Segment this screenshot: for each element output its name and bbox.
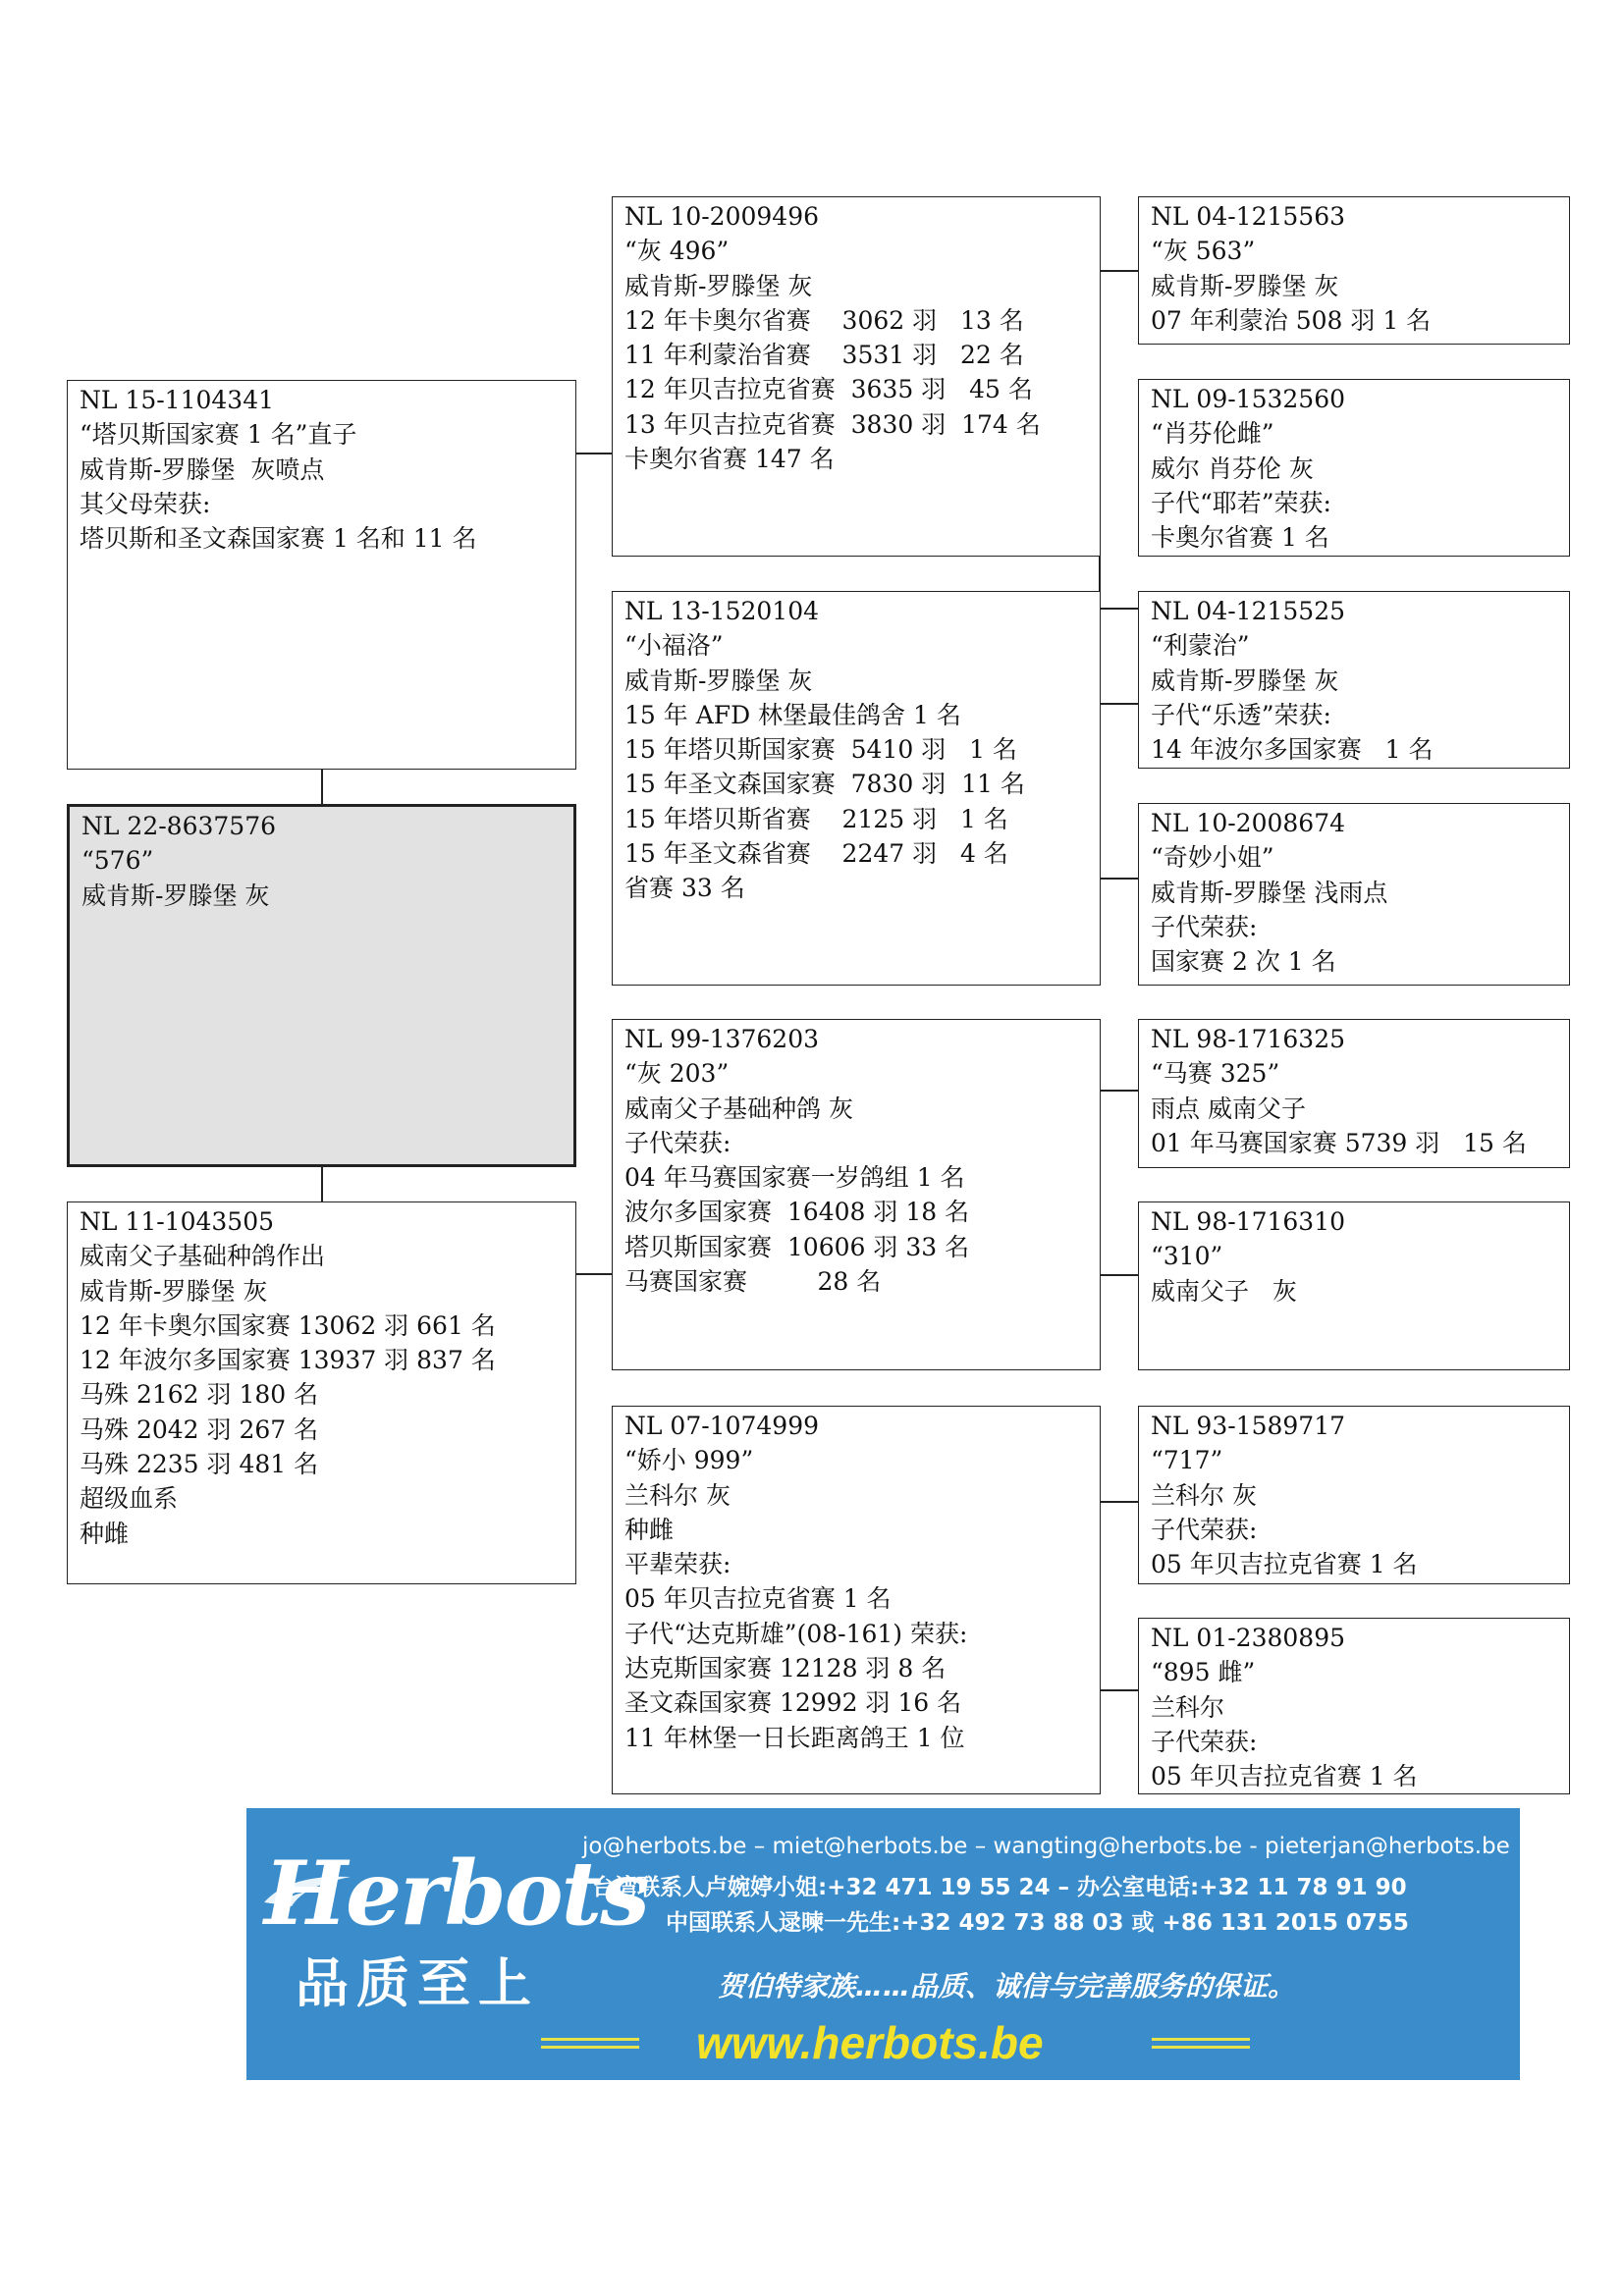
card-line: 圣文森国家赛 12992 羽 16 名 [624,1688,962,1718]
website-link[interactable]: www.herbots.be [696,2017,1044,2068]
ring-number: NL 10-2009496 [624,202,820,231]
card-line: 马殊 2042 羽 267 名 [80,1415,319,1444]
card-line: 省赛 33 名 [624,874,745,903]
card-line: 子代“耶若”荣获: [1151,488,1331,517]
card-line: 兰科尔 灰 [1151,1480,1257,1510]
ring-number: NL 10-2008674 [1151,809,1346,837]
card-line: 子代“乐透”荣获: [1151,700,1331,729]
connector-ss-h1 [1099,270,1138,272]
ss-dam-card [1138,379,1570,557]
card-line: 12 年贝吉拉克省赛 3635 羽 45 名 [624,375,1033,404]
card-line: 威肯斯-罗滕堡 灰 [1151,271,1339,300]
card-line: 15 年圣文森省赛 2247 羽 4 名 [624,839,1008,869]
card-line: 01 年马赛国家赛 5739 羽 15 名 [1151,1128,1527,1157]
card-line: 12 年卡奥尔国家赛 13062 羽 661 名 [80,1310,496,1340]
card-line: 威南父子 灰 [1151,1276,1297,1306]
card-line: “灰 203” [624,1059,730,1089]
card-line: 种雌 [80,1519,130,1548]
connector-sd-h1 [1099,703,1138,705]
card-line: 威肯斯-罗滕堡 灰 [624,666,813,695]
card-line: “895 雌” [1151,1658,1256,1687]
sd-sire-card [1138,591,1570,769]
card-line: 15 年塔贝斯省赛 2125 羽 1 名 [624,804,1008,833]
card-line: “利蒙治” [1151,631,1250,661]
connector-subject-dam [321,1166,323,1201]
connector-sd-h2 [1099,878,1138,880]
ring-number: NL 93-1589717 [1151,1412,1346,1440]
card-line: 威南父子基础种鸽作出 [80,1242,326,1271]
card-line: 种雌 [624,1515,675,1544]
card-line: 威肯斯-罗滕堡 灰 [81,881,270,910]
divider-right-1 [1152,2038,1250,2041]
card-line: 马殊 2162 羽 180 名 [80,1380,319,1410]
card-line: 子代荣获: [624,1128,731,1157]
card-line: 卡奥尔省赛 1 名 [1151,523,1329,553]
connector-ds-h2 [1099,1274,1138,1276]
card-line: 子代荣获: [1151,912,1258,941]
ring-number: NL 13-1520104 [624,597,820,625]
card-line: 威肯斯-罗滕堡 灰 [80,1276,268,1306]
ring-number: NL 04-1215563 [1151,202,1346,231]
card-line: “灰 496” [624,237,730,266]
card-line: 兰科尔 [1151,1692,1225,1722]
sire-card [67,380,576,770]
card-line: “717” [1151,1446,1223,1475]
card-line: 05 年贝吉拉克省赛 1 名 [624,1584,892,1614]
card-line: “灰 563” [1151,237,1256,266]
card-line: “310” [1151,1242,1223,1271]
dd-sire-card [1138,1406,1570,1584]
card-line: 塔贝斯和圣文森国家赛 1 名和 11 名 [80,524,477,554]
taiwan-contact: 台湾联系人卢婉婷小姐:+32 471 19 55 24 – 办公室电话:+32 11 78 91 90 [592,1875,1407,1900]
dam-sire-card [612,1019,1101,1370]
ring-number: NL 22-8637576 [81,812,277,840]
card-line: “塔贝斯国家赛 1 名”直子 [80,420,357,450]
connector-dd-h1 [1099,1501,1138,1503]
card-line: 马殊 2235 羽 481 名 [80,1450,319,1479]
dd-dam-card [1138,1618,1570,1794]
card-line: 威肯斯-罗滕堡 浅雨点 [1151,878,1388,907]
card-line: “奇妙小姐” [1151,843,1274,873]
card-line: 12 年卡奥尔省赛 3062 羽 13 名 [624,305,1024,335]
card-line: 子代荣获: [1151,1727,1258,1756]
card-line: “576” [81,846,154,876]
card-line: 05 年贝吉拉克省赛 1 名 [1151,1550,1418,1579]
card-line: 13 年贝吉拉克省赛 3830 羽 174 名 [624,409,1041,439]
card-line: 子代荣获: [1151,1515,1258,1544]
connector-sire-bracket [574,453,612,454]
sire-sire-card [612,196,1101,557]
card-line: 14 年波尔多国家赛 1 名 [1151,735,1434,765]
tagline: 贺伯特家族……品质、诚信与完善服务的保证。 [718,1970,1296,2002]
card-line: “马赛 325” [1151,1059,1280,1089]
card-line: 12 年波尔多国家赛 13937 羽 837 名 [80,1346,496,1375]
card-line: 雨点 威南父子 [1151,1094,1306,1123]
card-line: 超级血系 [80,1484,179,1514]
ring-number: NL 09-1532560 [1151,385,1346,413]
card-line: 15 年圣文森国家赛 7830 羽 11 名 [624,770,1025,799]
ss-sire-card [1138,196,1570,345]
card-line: 15 年塔贝斯国家赛 5410 羽 1 名 [624,735,1017,765]
card-line: 马赛国家赛 28 名 [624,1267,882,1297]
ring-number: NL 99-1376203 [624,1025,820,1053]
card-line: 塔贝斯国家赛 10606 羽 33 名 [624,1232,970,1261]
divider-left-2 [541,2046,639,2049]
ring-number: NL 98-1716310 [1151,1207,1346,1236]
ds-dam-card [1138,1201,1570,1370]
card-line: 子代“达克斯雄”(08-161) 荣获: [624,1619,968,1648]
connector-ds-h1 [1099,1090,1138,1092]
card-line: 威肯斯-罗滕堡 灰喷点 [80,454,325,484]
card-line: 平辈荣获: [624,1550,731,1579]
connector-sire-subject [321,769,323,804]
ring-number: NL 07-1074999 [624,1412,820,1440]
herbots-banner [246,1808,1520,2080]
email-contacts[interactable]: jo@herbots.be – miet@herbots.be – wangting@herbots.be - pieterjan@herbots.be [582,1834,1510,1859]
sd-dam-card [1138,803,1570,986]
card-line: 其父母荣获: [80,489,211,518]
ring-number: NL 98-1716325 [1151,1025,1346,1053]
ring-number: NL 01-2380895 [1151,1624,1346,1652]
connector-dd-h2 [1099,1689,1138,1691]
connector-ss-h2 [1099,608,1138,610]
card-line: 卡奥尔省赛 147 名 [624,445,835,474]
card-line: “肖芬伦雌” [1151,419,1274,449]
card-line: 威南父子基础种鸽 灰 [624,1094,853,1123]
ds-sire-card [1138,1019,1570,1168]
card-line: 11 年林堡一日长距离鸽王 1 位 [624,1723,965,1752]
slogan: 品质至上 [296,1952,539,2014]
card-line: 威肯斯-罗滕堡 灰 [1151,666,1339,695]
ring-number: NL 04-1215525 [1151,597,1346,625]
card-line: 威尔 肖芬伦 灰 [1151,454,1314,483]
divider-left-1 [541,2038,639,2041]
card-line: 05 年贝吉拉克省赛 1 名 [1151,1762,1418,1791]
ring-number: NL 15-1104341 [80,386,275,414]
divider-right-2 [1152,2046,1250,2049]
card-line: 07 年利蒙治 508 羽 1 名 [1151,305,1432,335]
ring-number: NL 11-1043505 [80,1207,275,1236]
card-line: “娇小 999” [624,1446,754,1475]
card-line: 15 年 AFD 林堡最佳鸽舍 1 名 [624,700,961,729]
connector-dam-bracket [574,1273,612,1275]
china-contact: 中国联系人逯暕一先生:+32 492 73 88 03 或 +86 131 2015 0755 [666,1910,1409,1936]
card-line: 04 年马赛国家赛一岁鸽组 1 名 [624,1163,965,1193]
dam-dam-card [612,1406,1101,1794]
herbots-logo: Herbots [264,1842,648,1946]
card-line: “小福洛” [624,631,724,661]
card-line: 威肯斯-罗滕堡 灰 [624,271,813,300]
sire-dam-card [612,591,1101,986]
card-line: 兰科尔 灰 [624,1480,731,1510]
card-line: 国家赛 2 次 1 名 [1151,947,1336,977]
card-line: 波尔多国家赛 16408 羽 18 名 [624,1198,970,1227]
card-line: 达克斯国家赛 12128 羽 8 名 [624,1654,947,1683]
subject-card [67,804,576,1167]
dam-card [67,1201,576,1584]
card-line: 11 年利蒙治省赛 3531 羽 22 名 [624,341,1024,370]
